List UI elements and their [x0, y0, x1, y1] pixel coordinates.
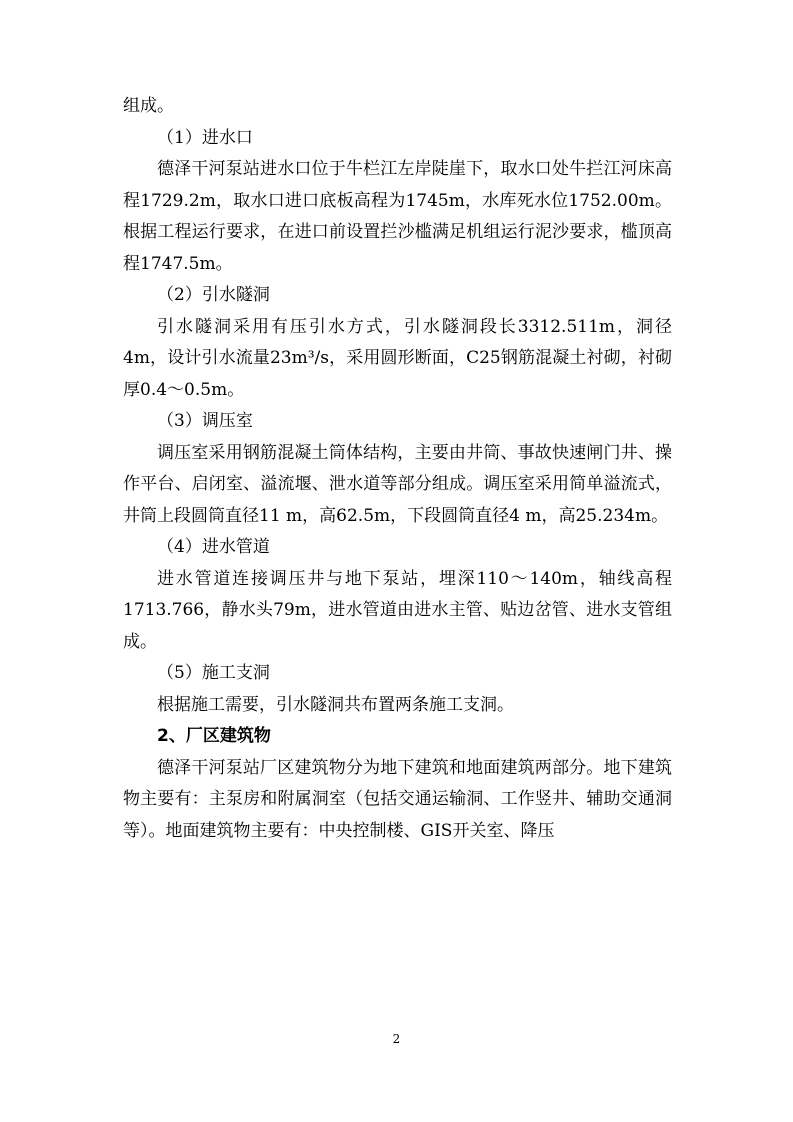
paragraph-plant: 德泽干河泵站厂区建筑物分为地下建筑和地面建筑两部分。地下建筑物主要有：主泵房和附属洞室（包括交通运输洞、工作竖井、辅助交通洞等）。地面建筑物主要有：中央控制楼、GIS开关室、降压 — [123, 757, 672, 841]
section-heading-plant: 2、厂区建筑物 — [157, 726, 271, 746]
subheading-intake: （1）进水口 — [157, 127, 253, 148]
paragraph-adit: 根据施工需要，引水隧洞共布置两条施工支洞。 — [157, 694, 514, 715]
page-number: 2 — [392, 1032, 401, 1046]
paragraph-surge-chamber: 调压室采用钢筋混凝土筒体结构，主要由井筒、事故快速闸门井、操作平台、启闭室、溢流堰、泄水道等部分组成。调压室采用简单溢流式，井筒上段圆筒直径11 m，高62.5m，下段圆筒直径4 m，高25.234m。 — [123, 442, 672, 526]
subheading-penstock: （4）进水管道 — [157, 537, 270, 557]
document-body — [123, 91, 672, 847]
paragraph-penstock: 进水管道连接调压井与地下泵站，埋深110～140m，轴线高程1713.766，静水头79m，进水管道由进水主管、贴边岔管、进水支管组成。 — [123, 568, 672, 652]
paragraph-tunnel: 引水隧洞采用有压引水方式，引水隧洞段长3312.511m，洞径4m，设计引水流量23m³/s，采用圆形断面，C25钢筋混凝土衬砌，衬砌厚0.4～0.5m。 — [123, 316, 672, 400]
subheading-adit: （5）施工支洞 — [157, 663, 270, 683]
lead-paragraph: 组成。 — [123, 96, 174, 116]
subheading-surge-chamber: （3）调压室 — [157, 411, 253, 431]
paragraph-intake: 德泽干河泵站进水口位于牛栏江左岸陡崖下，取水口处牛拦江河床高程1729.2m，取水口进口底板高程为1745m，水库死水位1752.00m。根据工程运行要求，在进口前设置拦沙槛满足机组运行泥沙要求，槛顶高程1747.5m。 — [123, 159, 672, 274]
subheading-tunnel: （2）引水隧洞 — [157, 285, 270, 305]
